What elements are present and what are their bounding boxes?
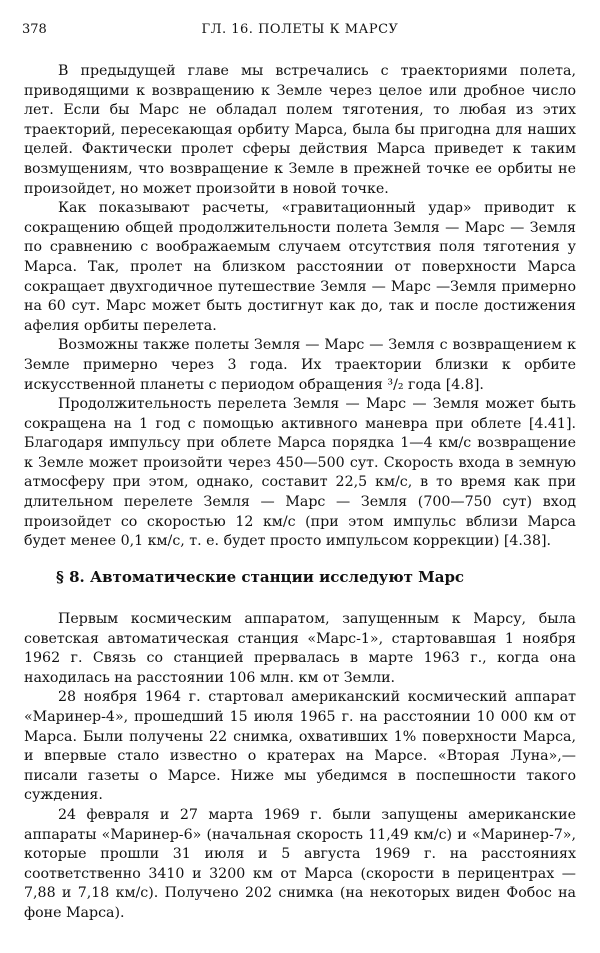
paragraph: Первым космическим аппаратом, запущенным к Марсу, была советская автоматическая станция «Марс-1», стартовавшая 1 ноября 1962 г. Связь со станцией прервалась в марте 1963 г., когда она находилась на расстоянии 106 млн. км от Земли. [24, 611, 576, 686]
section-heading: § 8. Автоматические станции исследуют Марс [56, 568, 465, 586]
page-number: 378 [22, 22, 47, 37]
paragraph: 24 февраля и 27 марта 1969 г. были запущены американские аппараты «Маринер-6» (начальная скорость 11,49 км/с) и «Маринер-7», которые прошли 31 июля и 5 августа 1969 г. на расстояниях соответственно 3410 и 3200 км от Марса (скорости в перицентрах — 7,88 и 7,18 км/с). Получено 202 снимка (на некоторых виден Фобос на фоне Марса). [24, 806, 576, 921]
text-block-bottom [24, 610, 576, 924]
paragraph: Как показывают расчеты, «гравитационный удар» приводит к сокращению общей продолжительности полета Земля — Марс — Земля по сравнению с воображаемым случаем отсутствия поля тяготения у Марса. Так, пролет на близком расстоянии от поверхности Марса сокращает двухгодичное путешествие Земля — Марс —Земля примерно на 60 сут. Марс может быть достигнут как до, так и после достижения афелия орбиты перелета. [24, 200, 576, 334]
page-header [22, 22, 578, 44]
running-title: ГЛ. 16. ПОЛЕТЫ К МАРСУ [201, 22, 399, 37]
text-block-top [24, 62, 576, 552]
paragraph: 28 ноября 1964 г. стартовал американский космический аппарат «Маринер-4», прошедший 15 июля 1965 г. на расстоянии 10 000 км от Марса. Были получены 22 снимка, охвативших 1% поверхности Марса, и впервые стало известно о кратерах на Марсе. «Вторая Луна»,— писали газеты о Марсе. Ниже мы убедимся в поспешности такого суждения. [24, 689, 576, 804]
paragraph: Возможны также полеты Земля — Марс — Земля с возвращением к Земле примерно через 3 года. Их траектории близки к орбите искусственной планеты с периодом обращения ³/₂ года [4.8]. [24, 337, 576, 393]
paragraph: В предыдущей главе мы встречались с траекториями полета, приводящими к возвращению к Земле через целое или дробное число лет. Если бы Марс не обладал полем тяготения, то любая из этих траекторий, пересекающая орбиту Марса, была бы пригодна для наших целей. Фактически пролет сферы действия Марса приведет к таким возмущениям, что возвращение к Земле в прежней точке ее орбиты не произойдет, но может произойти в новой точке. [24, 63, 576, 197]
paragraph: Продолжительность перелета Земля — Марс — Земля может быть сокращена на 1 год с помощью активного маневра при облете [4.41]. Благодаря импульсу при облете Марса порядка 1—4 км/с возвращение к Земле может произойти через 450—500 сут. Скорость входа в земную атмосферу при этом, однако, составит 22,5 км/с, в то время как при длительном перелете Земля — Марс — Земля (700—750 сут) вход произойдет со скоростью 12 км/с (при этом импульс вблизи Марса будет менее 0,1 км/с, т. е. будет просто импульсом коррекции) [4.38]. [24, 396, 576, 550]
